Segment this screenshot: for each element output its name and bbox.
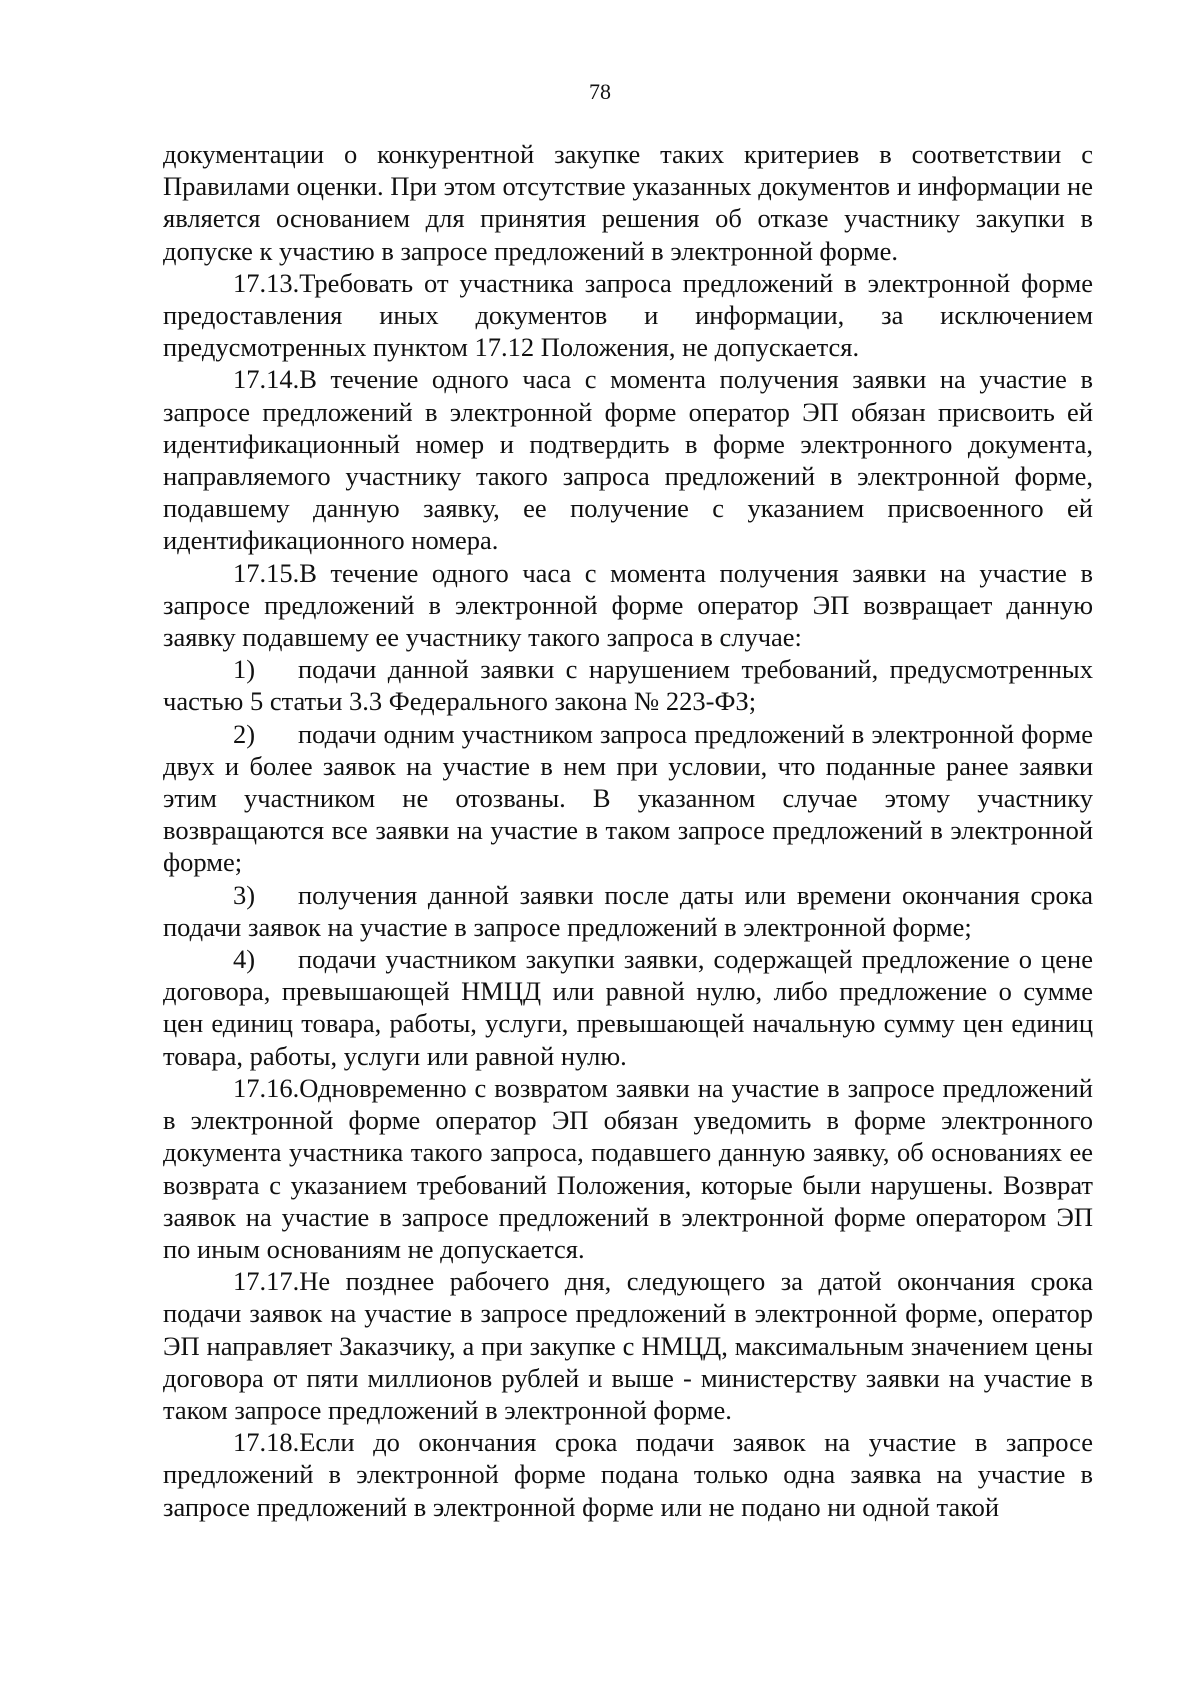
paragraph-17-16: 17.16.Одновременно с возвратом заявки на участие в запросе предложений в электронной форме оператор ЭП обязан уведомить в форме электронного документа участника такого запроса, подавшего данную заявку, об основаниях ее возврата с указанием требований Положения, которые были нарушены. Возврат заявок на участие в запросе предложений в электронной форме оператором ЭП по иным основаниям не допускается. — [163, 1072, 1093, 1264]
list-item-4-number: 4) — [233, 944, 256, 975]
list-item-2-text: подачи одним участником запроса предложений в электронной форме двух и более заявок на участие в нем при условии, что поданные ранее заявки этим участником не отозваны. В указанном случае этому участнику возвращаются все заявки на участие в таком запросе предложений в электронной форме; — [163, 718, 1093, 878]
paragraph-17-15: 17.15.В течение одного часа с момента получения заявки на участие в запросе предложений в электронной форме оператор ЭП возвращает данную заявку подавшему ее участнику такого запроса в случае: — [163, 557, 1093, 653]
paragraph-17-14: 17.14.В течение одного часа с момента получения заявки на участие в запросе предложений в электронной форме оператор ЭП обязан присвоить ей идентификационный номер и подтвердить в форме электронного документа, направляемого участнику такого запроса предложений в электронной форме, подавшему данную заявку, ее получение с указанием присвоенного ей идентификационного номера. — [163, 364, 1093, 556]
list-item-1-text: подачи данной заявки с нарушением требований, предусмотренных частью 5 статьи 3.3 Федерального закона № 223-ФЗ; — [163, 654, 1093, 717]
paragraph-17-13: 17.13.Требовать от участника запроса предложений в электронной форме предоставления иных документов и информации, за исключением предусмотренных пунктом 17.12 Положения, не допускается. — [163, 267, 1093, 363]
document-body — [163, 138, 1093, 1523]
paragraph-17-18: 17.18.Если до окончания срока подачи заявок на участие в запросе предложений в электронной форме подана только одна заявка на участие в запросе предложений в электронной форме или не подано ни одной такой — [163, 1427, 1093, 1522]
page-number: 78 — [589, 79, 611, 104]
list-item-3-text: получения данной заявки после даты или времени окончания срока подачи заявок на участие в запросе предложений в электронной форме; — [163, 879, 1093, 942]
list-item-4-text: подачи участником закупки заявки, содержащей предложение о цене договора, превышающей НМЦД или равной нулю, либо предложение о сумме цен единиц товара, работы, услуги, превышающей начальную сумму цен единиц товара, работы, услуги или равной нулю. — [163, 944, 1093, 1071]
list-item-1-number: 1) — [233, 654, 256, 685]
list-item-3-number: 3) — [233, 879, 256, 910]
list-item-3 — [163, 879, 1093, 943]
paragraph-continuation: документации о конкурентной закупке таких критериев в соответствии с Правилами оценки. При этом отсутствие указанных документов и информации не является основанием для принятия решения об отказе участнику закупки в допуске к участию в запросе предложений в электронной форме. — [163, 139, 1093, 266]
list-item-4 — [163, 943, 1093, 1072]
list-item-1 — [163, 653, 1093, 717]
list-item-2 — [163, 718, 1093, 879]
list-item-2-number: 2) — [233, 718, 256, 749]
paragraph-17-17: 17.17.Не позднее рабочего дня, следующего за датой окончания срока подачи заявок на участие в запросе предложений в электронной форме, оператор ЭП направляет Заказчику, а при закупке с НМЦД, максимальным значением цены договора от пяти миллионов рублей и выше - министерству заявки на участие в таком запросе предложений в электронной форме. — [163, 1266, 1093, 1425]
